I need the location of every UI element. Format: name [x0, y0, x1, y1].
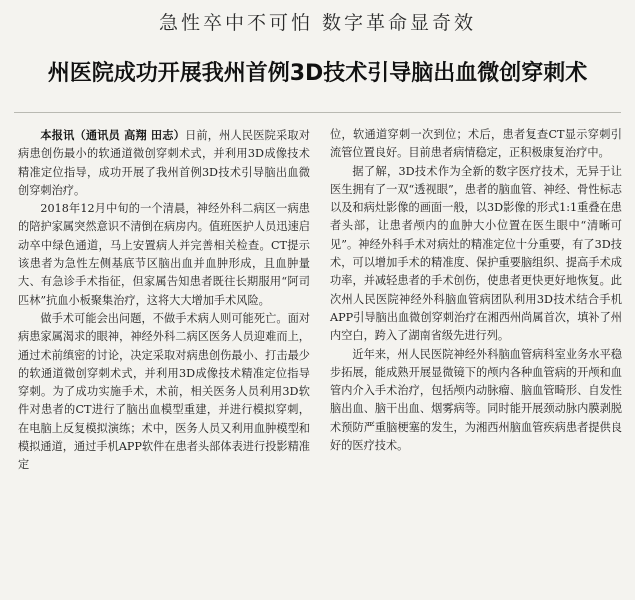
headline-divider — [14, 112, 621, 113]
article-paragraph-4: 据了解，3D技术作为全新的数字医疗技术，无异于让医生拥有了一双“透视眼”，患者的脑血管、神经、骨性标志以及和病灶影像的画面一般，以3D影像的形式1:1重叠在患者头部，让患者颅内的血肿大小位置在医生眼中“清晰可见”。神经外科手术对病灶的精准定位十分重要，有了3D技术，可以增加手术的精准度、保护重要脑组织、提高手术成功率，并减轻患者的手术创伤，使患者更快更好地恢复。此次州人民医院神经外科脑血管病团队利用3D技术结合手机APP引导脑出血微创穿刺治疗在湘西州尚属首次，填补了州内空白，跨入了湖南省级先进行列。 — [330, 164, 622, 343]
article-paragraph-2: 2018年12月中旬的一个清晨，神经外科二病区一病患的陪护家属突然意识不清倒在病房内。值班医护人员迅速启动卒中绿色通道，马上安置病人并完善相关检查。CT提示该患者为急性左侧基底节区脑出血并血肿形成，且血肿量大、有急诊手术指征，但家属告知患者既往长期服用“阿司匹林”抗血小板聚集治疗，这将大大增加手术风险。 — [18, 202, 310, 307]
kicker-headline: 急性卒中不可怕 数字革命显奇效 — [158, 12, 477, 34]
article-column-right — [330, 126, 622, 455]
article-paragraph-3-continued: 位，软通道穿刺一次到位；术后，患者复查CT显示穿刺引流管位置良好。目前患者病情稳定，正积极康复治疗中。 — [330, 128, 622, 160]
main-headline: 州医院成功开展我州首例3D技术引导脑出血微创穿刺术 — [47, 61, 588, 86]
article-column-left — [18, 126, 310, 475]
article-paragraph-3: 做手术可能会出问题，不做手术病人则可能死亡。面对病患家属渴求的眼神，神经外科二病区医务人员迎难而上，通过术前缜密的讨论，决定采取对病患创伤最小、打击最少的软通道微创穿刺术式，并利用3D成像技术精准定位指导穿刺。为了成功实施手术，术前，相关医务人员利用3D软件对患者的CT进行了脑出血模型重建，并进行模拟穿刺，在电脑上反复模拟演练；术中，医务人员又利用血肿模型和模拟通道，通过手机APP软件在患者头部体表进行投影精准定 — [18, 311, 310, 472]
paragraph-1-text: 日前，州人民医院采取对病患创伤最小的软通道微创穿刺术式，并利用3D成像技术精准定位指导，成功开展了我州首例3D技术引导脑出血微创穿刺治疗。 — [18, 129, 310, 197]
article-paragraph-5: 近年来，州人民医院神经外科脑血管病科室业务水平稳步拓展，能成熟开展显微镜下的颅内各种血管病的开颅和血管内介入手术治疗，包括颅内动脉瘤、脑血管畸形、自发性脑出血、脑干出血、烟雾病等。同时能开展颈动脉内膜剥脱术预防严重脑梗塞的发生，为湘西州脑血管疾病患者提供良好的医疗技术。 — [330, 347, 622, 453]
article-paragraph-1 — [18, 126, 310, 200]
byline: 本报讯（通讯员 高翔 田志） — [40, 128, 186, 142]
